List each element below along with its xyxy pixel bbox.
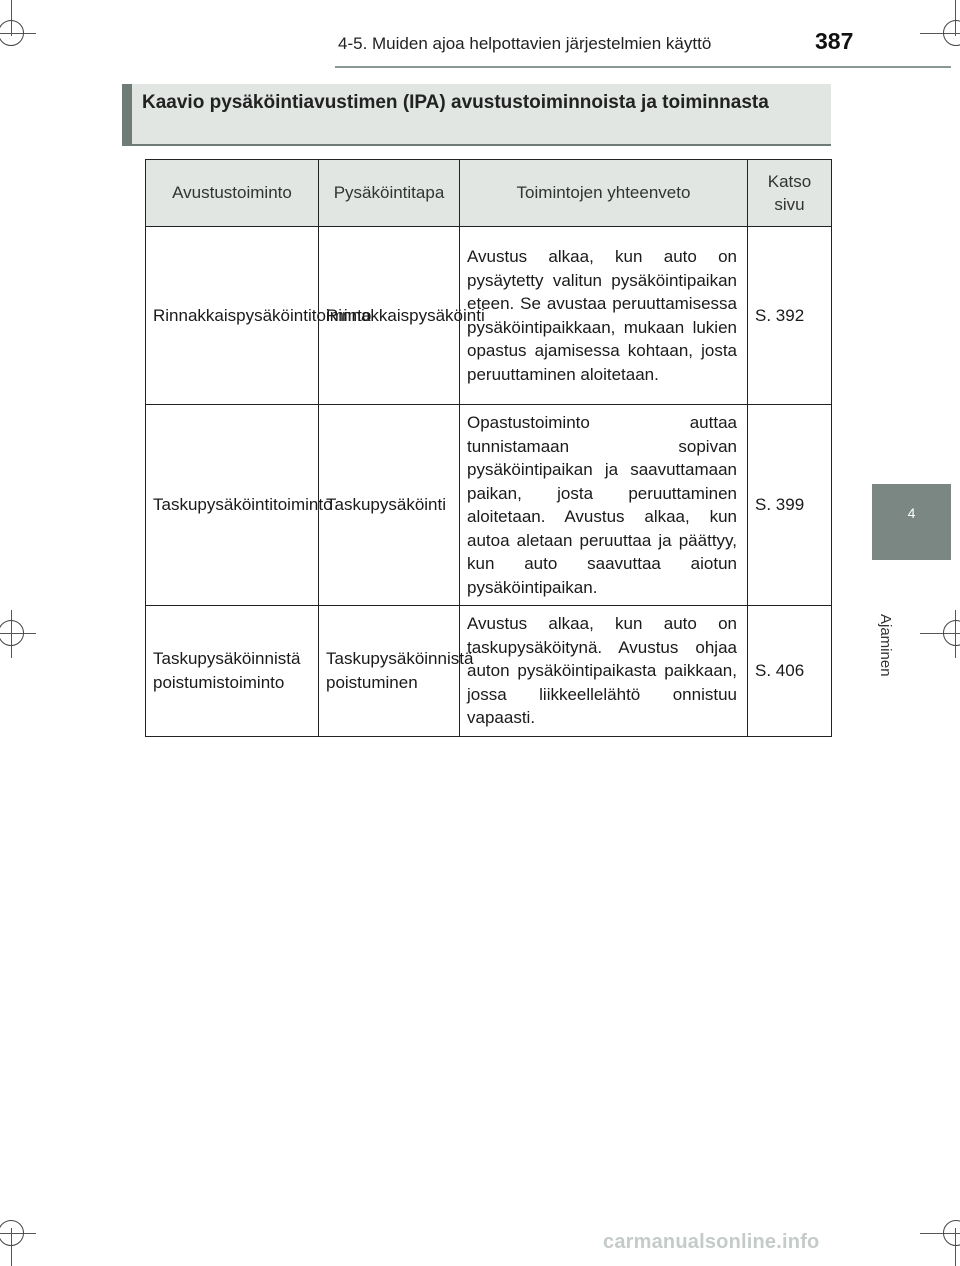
table-header-row	[146, 160, 832, 227]
cell-method: Taskupysäköinnistä poistuminen	[319, 606, 460, 737]
cell-page: S. 406	[748, 606, 832, 737]
chapter-label-text: Ajaminen	[877, 614, 894, 677]
header-rule	[335, 66, 951, 68]
cell-function: Taskupysäköintitoiminto	[146, 405, 319, 606]
watermark: carmanualsonline.info	[603, 1231, 820, 1253]
column-header-method: Pysäköintitapa	[319, 160, 460, 227]
column-header-page: Katso sivu	[748, 160, 832, 227]
cell-function: Rinnakkaispysäköintitoiminto	[146, 227, 319, 405]
chapter-tab	[872, 484, 951, 560]
cell-summary: Avustus alkaa, kun auto on pysäytetty valitun pysäköintipaikan eteen. Se avustaa peruuttamisessa pysäköintipaikkaan, mukaan lukien opastus ajamisessa kohtaan, josta peruuttaminen aloitetaan.	[460, 227, 748, 405]
table-row	[146, 405, 832, 606]
section-title: Kaavio pysäköintiavustimen (IPA) avustustoiminnoista ja toiminnasta	[142, 92, 769, 113]
cell-method: Taskupysäköinti	[319, 405, 460, 606]
chapter-number: 4	[907, 505, 916, 521]
column-header-summary: Toimintojen yhteenveto	[460, 160, 748, 227]
cell-method: Rinnakkaispysäköinti	[319, 227, 460, 405]
cell-function: Taskupysäköinnistä poistumistoiminto	[146, 606, 319, 737]
table-row	[146, 606, 832, 737]
cell-page: S. 392	[748, 227, 832, 405]
ipa-function-table	[145, 159, 832, 737]
cell-page: S. 399	[748, 405, 832, 606]
cell-summary: Opastustoiminto auttaa tunnistamaan sopivan pysäköintipaikan ja saavuttamaan paikan, josta peruuttaminen aloitetaan. Avustus alkaa, kun autoa aletaan peruuttaa ja päättyy, kun auto saavuttaa aiotun pysäköintipaikan.	[460, 405, 748, 606]
cell-summary: Avustus alkaa, kun auto on taskupysäköitynä. Avustus ohjaa auton pysäköintipaikasta paikkaan, jossa liikkeellelähtö onnistuu vapaasti.	[460, 606, 748, 737]
running-header: 4-5. Muiden ajoa helpottavien järjestelmien käyttö	[338, 34, 712, 53]
chapter-label	[874, 614, 898, 694]
page-number: 387	[815, 28, 854, 54]
section-title-box	[122, 84, 831, 146]
column-header-function: Avustustoiminto	[146, 160, 319, 227]
table-row	[146, 227, 832, 405]
